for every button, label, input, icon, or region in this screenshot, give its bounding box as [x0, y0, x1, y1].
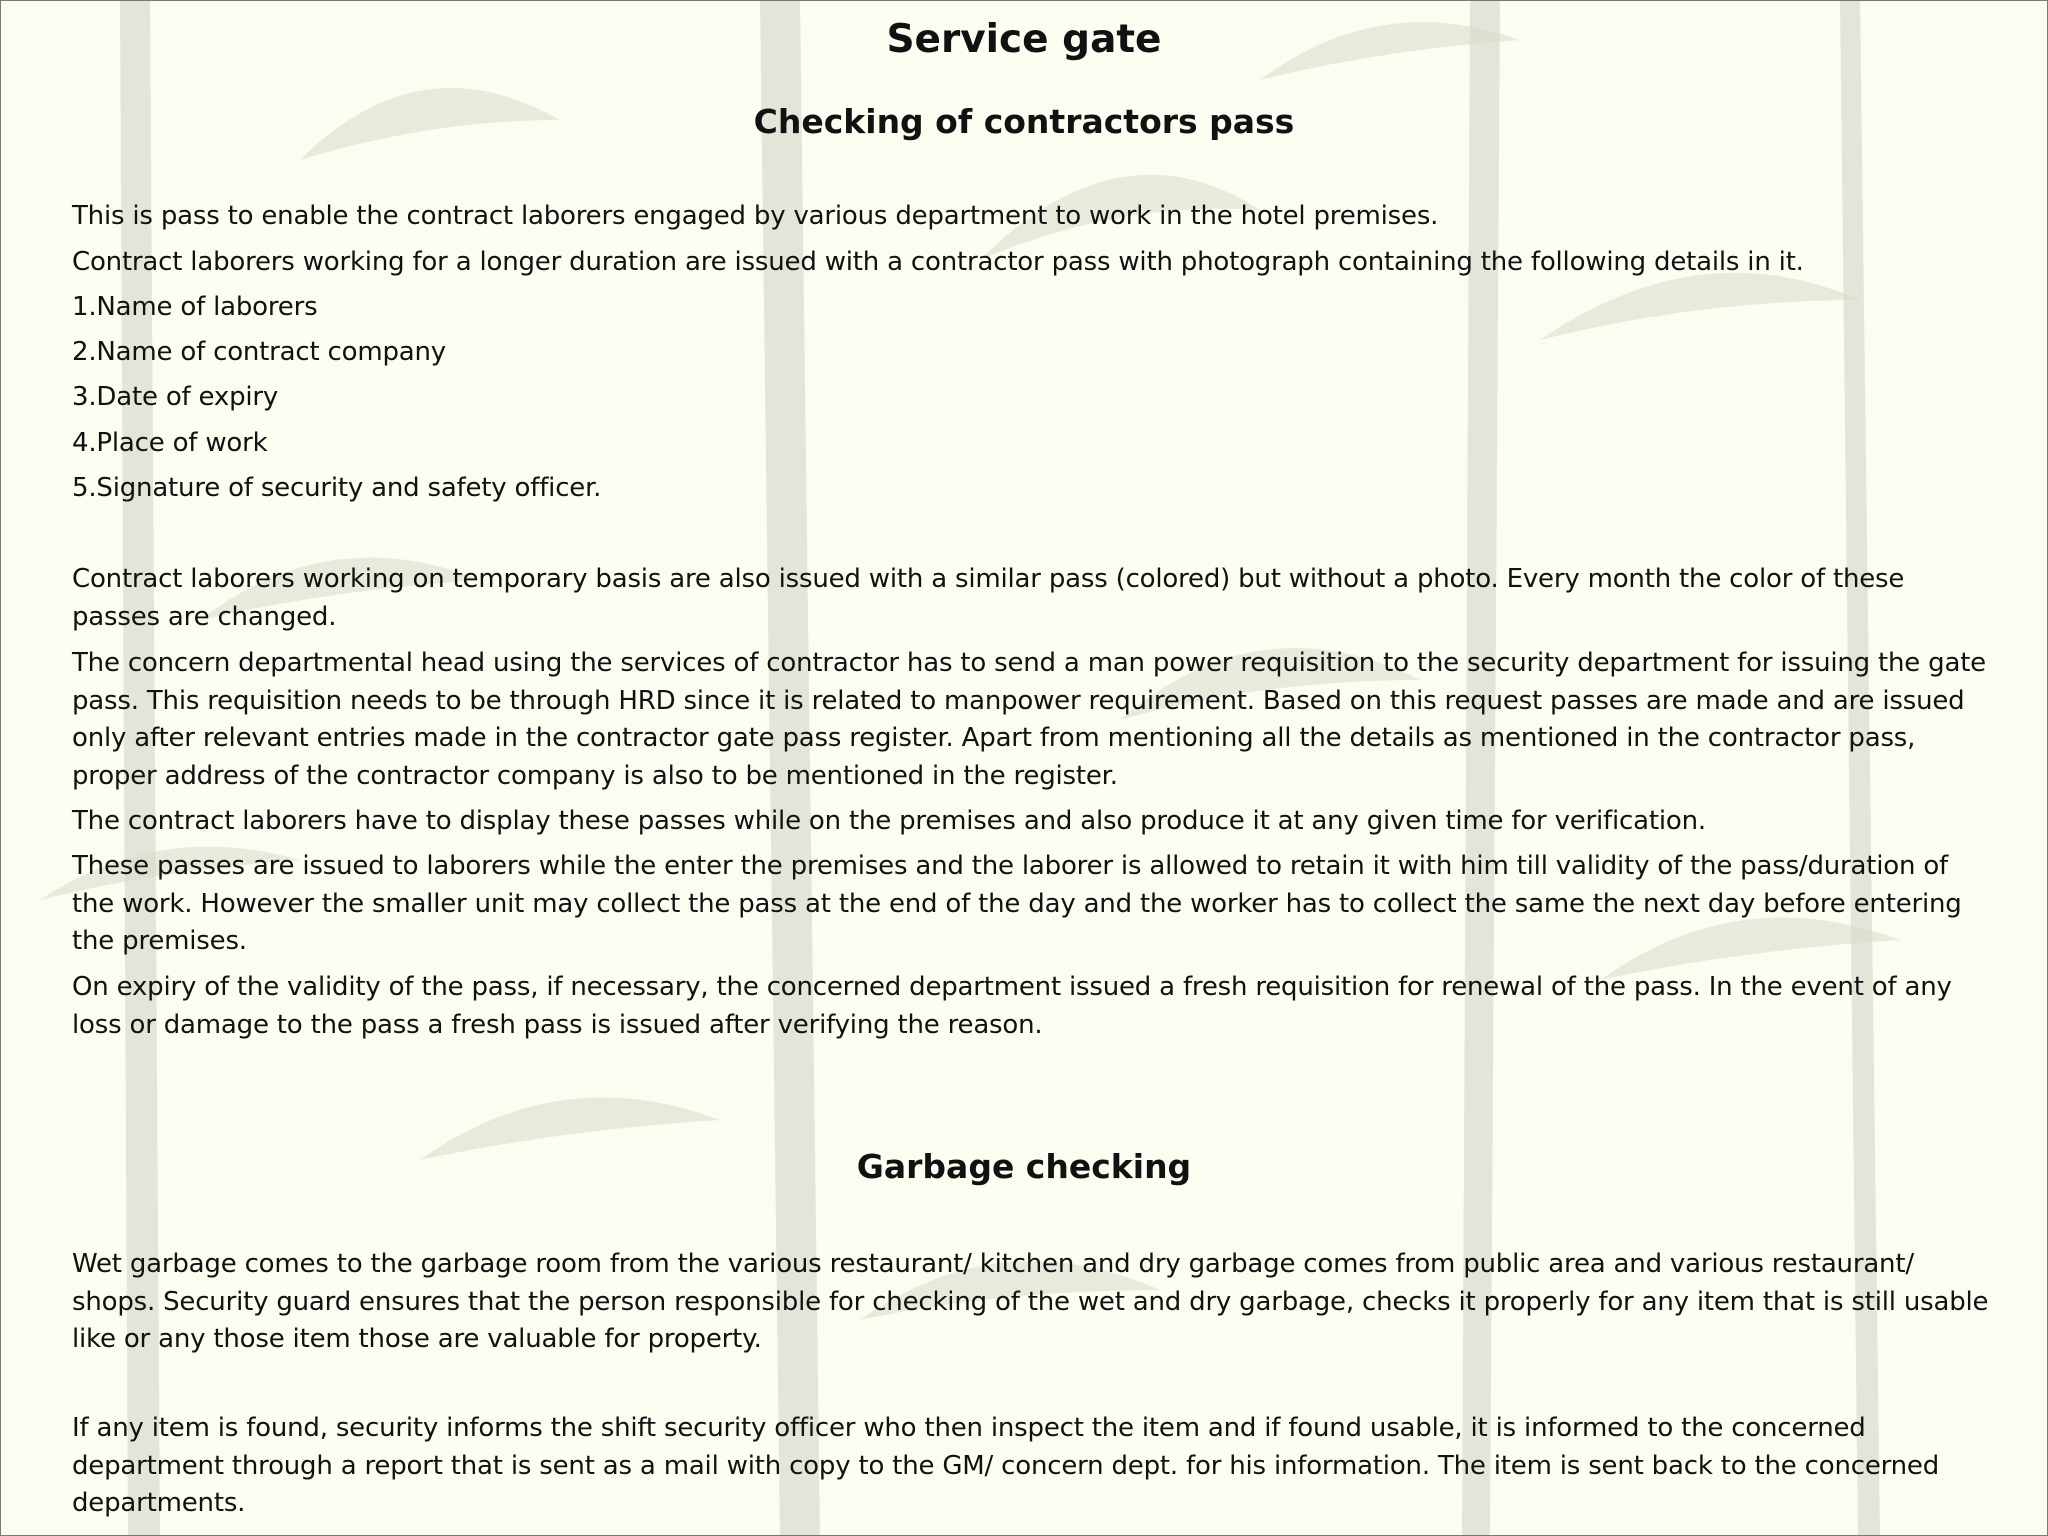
list-item-detail: 1.Name of laborers	[72, 292, 318, 322]
list-item-detail: 2.Name of contract company	[72, 337, 446, 367]
paragraph-wet-dry: Wet garbage comes to the garbage room from the various restaurant/ kitchen and dry garbage comes from public area and various restaurant/ shops. Security guard ensures that the person responsible for checking of the wet and dry garbage, checks it properly for any item that is still usable like or any those item those are valuable for property.	[72, 1249, 1989, 1354]
section-heading-contractors: Checking of contractors pass	[753, 102, 1295, 141]
paragraph-display: The contract laborers have to display these passes while on the premises and also produce it at any given time for verification.	[72, 806, 1706, 836]
paragraph-issued: These passes are issued to laborers while the enter the premises and the laborer is allowed to retain it with him till validity of the pass/duration of the work. However the smaller unit may collect the pass at the end of the day and the worker has to collect the same the next day before entering the premises.	[72, 851, 1962, 956]
paragraph-temporary: Contract laborers working on temporary basis are also issued with a similar pass (colored) but without a photo. Every month the color of these passes are changed.	[72, 564, 1905, 632]
paragraph-intro: This is pass to enable the contract laborers engaged by various department to work in the hotel premises.	[72, 201, 1439, 231]
list-item-detail: 4.Place of work	[72, 428, 268, 458]
list-item-detail: 5.Signature of security and safety officer.	[72, 473, 602, 503]
list-item-detail: 3.Date of expiry	[72, 382, 279, 412]
paragraph-expiry: On expiry of the validity of the pass, if necessary, the concerned department issued a fresh requisition for renewal of the pass. In the event of any loss or damage to the pass a fresh pass is issued after verifying the reason.	[72, 972, 1952, 1040]
section-heading-garbage: Garbage checking	[856, 1147, 1192, 1186]
paragraph-longer-duration: Contract laborers working for a longer duration are issued with a contractor pass with photograph containing the following details in it.	[72, 247, 1804, 277]
paragraph-found: If any item is found, security informs the shift security officer who then inspect the item and if found usable, it is informed to the concerned department through a report that is sent as a mail with copy to the GM/ concern dept. for his information. The item is sent back to the concerned departments.	[72, 1413, 1940, 1518]
page-title: Service gate	[886, 17, 1162, 62]
paragraph-requisition: The concern departmental head using the services of contractor has to send a man power requisition to the security department for issuing the gate pass. This requisition needs to be through HRD since it is related to manpower requirement. Based on this request passes are made and are issued only after relevant entries made in the contractor gate pass register. Apart from mentioning all the details as mentioned in the contractor pass, proper address of the contractor company is also to be mentioned in the register.	[72, 648, 1986, 791]
